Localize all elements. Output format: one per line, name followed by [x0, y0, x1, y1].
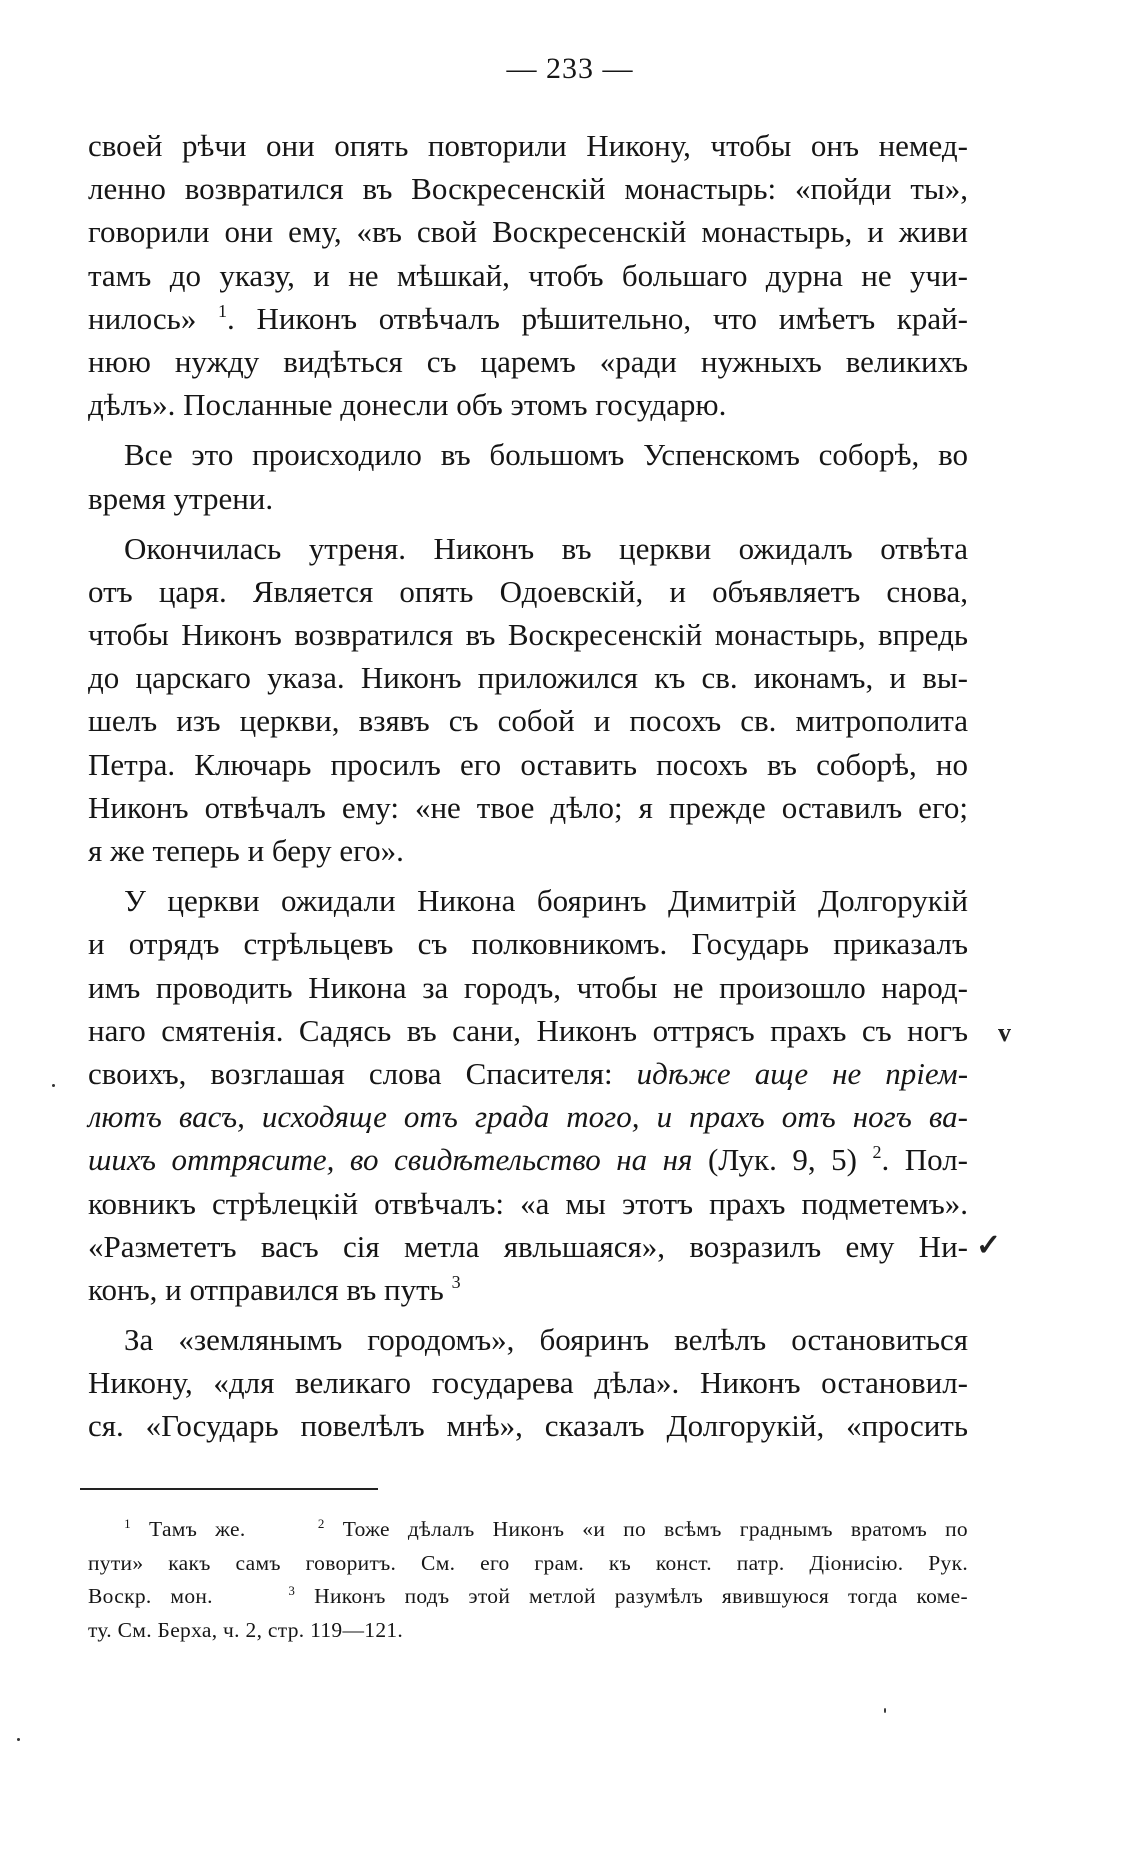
- main-text: [88, 124, 968, 1448]
- text-line: Никонъ отвѣчалъ ему: «не твое дѣло; я прежде оставилъ его;: [88, 789, 968, 825]
- footnote-text: Тамъ же.: [149, 1517, 246, 1541]
- footnote-line: [88, 1513, 968, 1547]
- scripture-quote: идѣже аще не пріем-: [636, 1055, 969, 1091]
- text-line: дѣлъ». Посланные донесли объ этомъ государю.: [88, 387, 727, 423]
- text-line: говорили они ему, «въ свой Воскресенскій монастырь, и живи: [88, 214, 968, 250]
- text-segment: . Никонъ отвѣчалъ рѣшительно, что имѣетъ край-: [227, 300, 969, 336]
- footnote-ref-2: 2: [872, 1142, 882, 1163]
- text-line: [88, 297, 968, 340]
- text-line: отъ царя. Является опять Одоевскій, и объявляетъ снова,: [88, 573, 968, 609]
- footnote-marker-3: 3: [288, 1583, 296, 1598]
- text-line: своей рѣчи они опять повторили Никону, чтобы онъ немед-: [88, 128, 968, 163]
- scan-speck: [884, 1708, 886, 1713]
- footnotes: [88, 1513, 968, 1647]
- text-segment: . Пол-: [881, 1142, 968, 1178]
- footnote-line: ту. См. Берха, ч. 2, стр. 119—121.: [88, 1617, 404, 1642]
- text-line: чтобы Никонъ возвратился въ Воскресенскій монастырь, впредь: [88, 617, 968, 653]
- text-line: наго смятенія. Садясь въ сани, Никонъ оттрясъ прахъ съ ногъ: [88, 1012, 968, 1048]
- footnote-text: Тоже дѣлалъ Никонъ «и по всѣмъ граднымъ вратомъ по: [342, 1517, 968, 1541]
- text-line: За «землянымъ городомъ», бояринъ велѣлъ остановиться: [124, 1322, 968, 1358]
- text-segment: конъ, и отправился въ путь: [88, 1271, 444, 1307]
- text-line: шелъ изъ церкви, взявъ съ собой и посохъ св. митрополита: [88, 703, 968, 739]
- text-line: ся. «Государь повелѣлъ мнѣ», сказалъ Долгорукій, «просить: [88, 1408, 968, 1444]
- footnote-text: Никонъ подъ этой метлой разумѣлъ явившуюся тогда коме-: [314, 1584, 968, 1608]
- scan-speck: [52, 1084, 55, 1087]
- text-line: до царскаго указа. Никонъ приложился къ св. иконамъ, и вы-: [88, 660, 968, 696]
- footnote-text: Воскр. мон.: [88, 1584, 213, 1608]
- text-line: ленно возвратился въ Воскресенскій монастырь: «пойди ты»,: [88, 171, 968, 207]
- scripture-reference: (Лук. 9, 5): [707, 1142, 857, 1178]
- footnote-ref-3: 3: [451, 1271, 461, 1292]
- text-line: тамъ до указу, и не мѣшкай, чтобъ большаго дурна не учи-: [88, 257, 968, 293]
- text-line: [88, 1052, 968, 1095]
- footnote-marker-2: 2: [317, 1516, 325, 1531]
- footnote-line: [88, 1580, 968, 1614]
- text-line: Петра. Ключарь просилъ его оставить посохъ въ соборѣ, но: [88, 746, 968, 782]
- margin-check-mark: ✓: [976, 1229, 1002, 1262]
- text-line: и отрядъ стрѣльцевъ съ полковникомъ. Государь приказалъ: [88, 926, 968, 962]
- text-line: время утрени.: [88, 480, 274, 516]
- text-line: Все это происходило въ большомъ Успенскомъ соборѣ, во: [124, 437, 968, 473]
- text-line: ковникъ стрѣлецкій отвѣчалъ: «а мы этотъ прахъ подметемъ».: [88, 1185, 968, 1221]
- footnote-line: пути» какъ самъ говоритъ. См. его грам. къ конст. патр. Діонисію. Рук.: [88, 1550, 968, 1575]
- text-line: У церкви ожидали Никона бояринъ Димитрій Долгорукій: [124, 883, 968, 919]
- text-line: нюю нужду видѣться съ царемъ «ради нужныхъ великихъ: [88, 343, 968, 379]
- scan-speck: [17, 1738, 20, 1741]
- text-line: я же теперь и беру его».: [88, 833, 404, 868]
- text-line: [88, 1268, 968, 1311]
- text-line: имъ проводить Никона за городъ, чтобы не произошло народ-: [88, 969, 968, 1005]
- page-number: — 233 —: [506, 52, 634, 85]
- footnote-marker-1: 1: [124, 1516, 131, 1531]
- text-line: [88, 1138, 968, 1181]
- text-line: Никону, «для великаго государева дѣла». Никонъ остановил-: [88, 1365, 968, 1401]
- text-segment: своихъ, возглашая слова Спасителя:: [88, 1055, 613, 1091]
- text-line: «Размететъ васъ сія метла явльшаяся», возразилъ ему Ни-: [88, 1228, 968, 1264]
- margin-check-mark: v: [998, 1018, 1011, 1047]
- footnote-ref-1: 1: [218, 300, 228, 321]
- text-line: лютъ васъ, исходяще отъ града того, и прахъ отъ ногъ ва-: [88, 1099, 968, 1135]
- footnote-divider: [80, 1488, 378, 1490]
- text-line: Окончилась утреня. Никонъ въ церкви ожидалъ отвѣта: [124, 530, 968, 566]
- text-segment: нилось»: [88, 300, 197, 336]
- scripture-quote: шихъ оттрясите, во свидѣтельство на ня: [88, 1142, 693, 1178]
